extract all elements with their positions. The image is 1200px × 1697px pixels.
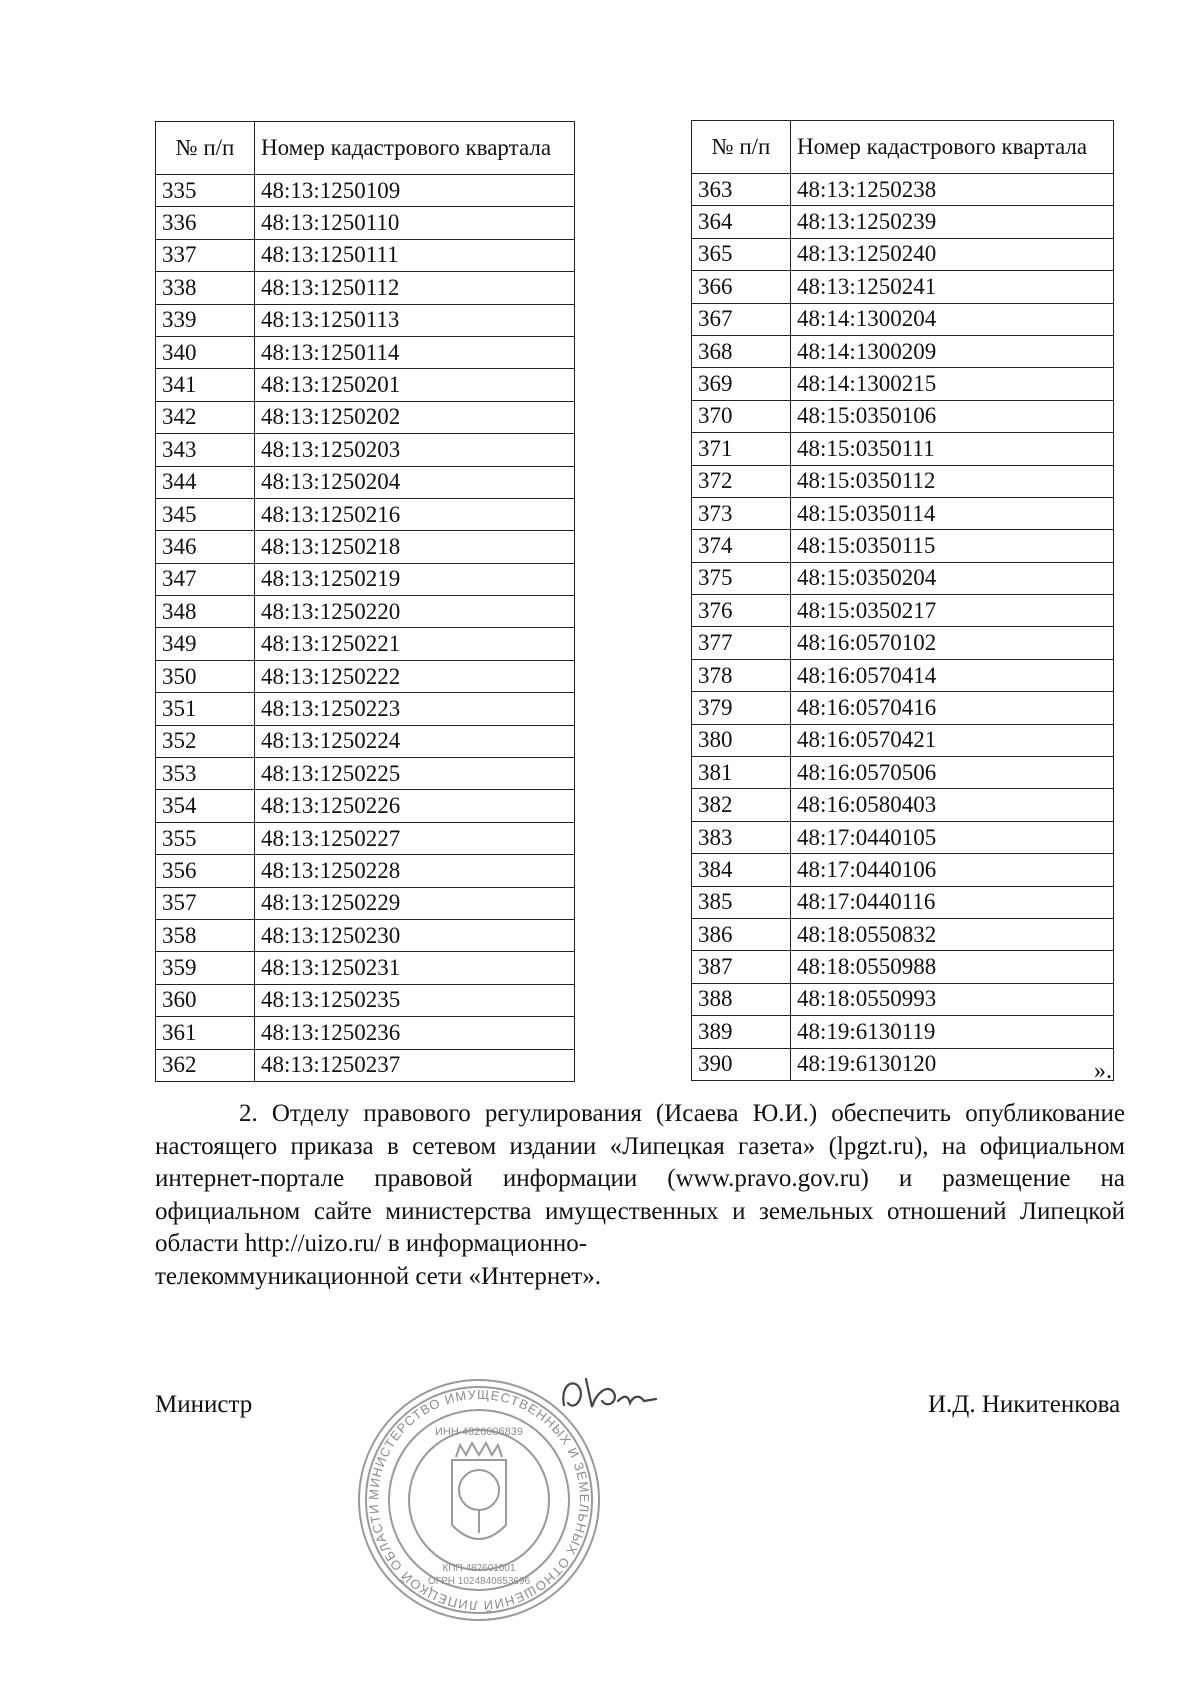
table-row — [156, 822, 575, 854]
row-number: 348 — [156, 596, 255, 628]
cadastral-number: 48:13:1250224 — [255, 725, 575, 757]
row-number: 364 — [692, 206, 791, 238]
row-number: 371 — [692, 433, 791, 465]
table-row — [156, 596, 575, 628]
cadastral-number: 48:13:1250220 — [255, 596, 575, 628]
table-row — [156, 239, 575, 271]
row-number: 349 — [156, 628, 255, 660]
row-number: 353 — [156, 758, 255, 790]
cadastral-number: 48:13:1250109 — [255, 175, 575, 207]
table-row — [156, 952, 575, 984]
row-number: 390 — [692, 1048, 791, 1080]
table-row — [692, 530, 1114, 562]
table-row — [692, 886, 1114, 918]
row-number: 359 — [156, 952, 255, 984]
cadastral-number: 48:13:1250226 — [255, 790, 575, 822]
cadastral-number: 48:17:0440106 — [791, 854, 1114, 886]
cadastral-number: 48:13:1250112 — [255, 272, 575, 304]
cadastral-number: 48:13:1250240 — [791, 238, 1114, 270]
cadastral-number: 48:17:0440105 — [791, 821, 1114, 853]
row-number: 357 — [156, 887, 255, 919]
cadastral-number: 48:13:1250204 — [255, 466, 575, 498]
table-row — [692, 271, 1114, 303]
cadastral-number: 48:16:0570102 — [791, 627, 1114, 659]
cadastral-number: 48:13:1250221 — [255, 628, 575, 660]
cadastral-number: 48:15:0350115 — [791, 530, 1114, 562]
table-row — [156, 369, 575, 401]
cadastral-number: 48:15:0350114 — [791, 497, 1114, 529]
cadastral-number: 48:13:1250219 — [255, 563, 575, 595]
table-row — [692, 951, 1114, 983]
table-row — [156, 1049, 575, 1081]
row-number: 354 — [156, 790, 255, 822]
row-number: 335 — [156, 175, 255, 207]
header-quarter: Номер кадастрового квартала — [255, 122, 575, 175]
cadastral-number: 48:13:1250202 — [255, 401, 575, 433]
seal-ring-text: МИНИСТЕРСТВО ИМУЩЕСТВЕННЫХ И ЗЕМЕЛЬНЫХ ОТНОШЕНИЙ ЛИПЕЦКОЙ ОБЛАСТИ — [365, 1386, 593, 1614]
table-row — [156, 401, 575, 433]
table-row — [156, 563, 575, 595]
table-row — [156, 660, 575, 692]
table-body — [692, 174, 1114, 1081]
cadastral-number: 48:13:1250241 — [791, 271, 1114, 303]
row-number: 385 — [692, 886, 791, 918]
row-number: 376 — [692, 595, 791, 627]
table-row — [692, 335, 1114, 367]
row-number: 367 — [692, 303, 791, 335]
row-number: 339 — [156, 304, 255, 336]
row-number: 368 — [692, 335, 791, 367]
row-number: 378 — [692, 659, 791, 691]
row-number: 362 — [156, 1049, 255, 1081]
row-number: 366 — [692, 271, 791, 303]
cadastral-number: 48:13:1250231 — [255, 952, 575, 984]
seal-kpp: КПП 482601001 — [442, 1563, 516, 1574]
row-number: 337 — [156, 239, 255, 271]
cadastral-number: 48:13:1250228 — [255, 855, 575, 887]
row-number: 347 — [156, 563, 255, 595]
table-row — [692, 465, 1114, 497]
table-row — [156, 758, 575, 790]
signer-title: Министр — [155, 1391, 253, 1418]
table-row — [692, 433, 1114, 465]
cadastral-table-right — [691, 120, 1114, 1081]
row-number: 384 — [692, 854, 791, 886]
table-row — [692, 1048, 1114, 1080]
table-row — [692, 854, 1114, 886]
row-number: 345 — [156, 498, 255, 530]
table-row — [692, 174, 1114, 206]
cadastral-number: 48:13:1250223 — [255, 693, 575, 725]
cadastral-number: 48:16:0570421 — [791, 724, 1114, 756]
table-row — [156, 919, 575, 951]
cadastral-number: 48:15:0350204 — [791, 562, 1114, 594]
cadastral-number: 48:13:1250239 — [791, 206, 1114, 238]
header-num: № п/п — [156, 122, 255, 175]
cadastral-number: 48:13:1250238 — [791, 174, 1114, 206]
row-number: 363 — [692, 174, 791, 206]
cadastral-number: 48:19:6130120 — [791, 1048, 1114, 1080]
cadastral-number: 48:14:1300209 — [791, 335, 1114, 367]
table-row — [692, 1016, 1114, 1048]
table-row — [692, 400, 1114, 432]
cadastral-number: 48:13:1250235 — [255, 984, 575, 1016]
cadastral-number: 48:13:1250225 — [255, 758, 575, 790]
table-row — [692, 983, 1114, 1015]
table-row — [692, 368, 1114, 400]
cadastral-number: 48:15:0350217 — [791, 595, 1114, 627]
header-num: № п/п — [692, 121, 791, 174]
table-row — [692, 206, 1114, 238]
table-row — [692, 497, 1114, 529]
table-row — [692, 724, 1114, 756]
closing-quote: ». — [1094, 1058, 1112, 1084]
cadastral-number: 48:16:0570414 — [791, 659, 1114, 691]
seal-inn: ИНН 4826006839 — [434, 1426, 524, 1438]
row-number: 375 — [692, 562, 791, 594]
cadastral-number: 48:13:1250203 — [255, 434, 575, 466]
cadastral-number: 48:19:6130119 — [791, 1016, 1114, 1048]
cadastral-number: 48:13:1250216 — [255, 498, 575, 530]
row-number: 382 — [692, 789, 791, 821]
row-number: 355 — [156, 822, 255, 854]
table-row — [692, 757, 1114, 789]
row-number: 379 — [692, 692, 791, 724]
table-row — [156, 336, 575, 368]
cadastral-number: 48:13:1250114 — [255, 336, 575, 368]
cadastral-number: 48:16:0580403 — [791, 789, 1114, 821]
row-number: 344 — [156, 466, 255, 498]
row-number: 351 — [156, 693, 255, 725]
paragraph-2-body: 2. Отделу правового регулирования (Исаева Ю.И.) обеспечить опубликование настоящего приказа в сетевом издании «Липецкая газета» (lpgzt.ru), на официальном интернет-портале правовой информации (www.pravo.gov.ru) и размещение на официальном сайте министерства имущественных и земельных отношений Липецкой области http://uizo.ru/ в информационно- — [155, 1100, 1125, 1257]
table-row — [156, 984, 575, 1016]
table-row — [156, 466, 575, 498]
table-row — [156, 434, 575, 466]
table-row — [692, 627, 1114, 659]
cadastral-number: 48:13:1250236 — [255, 1017, 575, 1049]
cadastral-number: 48:14:1300204 — [791, 303, 1114, 335]
cadastral-number: 48:18:0550988 — [791, 951, 1114, 983]
cadastral-number: 48:18:0550832 — [791, 918, 1114, 950]
row-number: 370 — [692, 400, 791, 432]
header-quarter: Номер кадастрового квартала — [791, 121, 1114, 174]
row-number: 365 — [692, 238, 791, 270]
row-number: 361 — [156, 1017, 255, 1049]
table-row — [692, 789, 1114, 821]
row-number: 377 — [692, 627, 791, 659]
row-number: 350 — [156, 660, 255, 692]
table-header-row — [156, 122, 575, 175]
row-number: 372 — [692, 465, 791, 497]
row-number: 381 — [692, 757, 791, 789]
row-number: 343 — [156, 434, 255, 466]
row-number: 352 — [156, 725, 255, 757]
row-number: 389 — [692, 1016, 791, 1048]
cadastral-number: 48:16:0570416 — [791, 692, 1114, 724]
table-row — [156, 887, 575, 919]
row-number: 386 — [692, 918, 791, 950]
table-body — [156, 175, 575, 1082]
cadastral-number: 48:14:1300215 — [791, 368, 1114, 400]
row-number: 346 — [156, 531, 255, 563]
row-number: 369 — [692, 368, 791, 400]
table-row — [156, 725, 575, 757]
row-number: 387 — [692, 951, 791, 983]
cadastral-number: 48:18:0550993 — [791, 983, 1114, 1015]
row-number: 336 — [156, 207, 255, 239]
table-row — [692, 659, 1114, 691]
row-number: 341 — [156, 369, 255, 401]
cadastral-number: 48:13:1250229 — [255, 887, 575, 919]
row-number: 383 — [692, 821, 791, 853]
cadastral-number: 48:13:1250218 — [255, 531, 575, 563]
cadastral-number: 48:17:0440116 — [791, 886, 1114, 918]
cadastral-number: 48:13:1250113 — [255, 304, 575, 336]
table-row — [692, 303, 1114, 335]
handwritten-signature-icon — [552, 1365, 692, 1425]
cadastral-number: 48:13:1250222 — [255, 660, 575, 692]
cadastral-number: 48:13:1250230 — [255, 919, 575, 951]
row-number: 342 — [156, 401, 255, 433]
table-row — [156, 304, 575, 336]
table-row — [692, 238, 1114, 270]
table-row — [692, 595, 1114, 627]
table-row — [156, 272, 575, 304]
row-number: 373 — [692, 497, 791, 529]
row-number: 380 — [692, 724, 791, 756]
row-number: 338 — [156, 272, 255, 304]
row-number: 360 — [156, 984, 255, 1016]
cadastral-number: 48:16:0570506 — [791, 757, 1114, 789]
signer-name: И.Д. Никитенкова — [928, 1391, 1121, 1418]
table-row — [692, 692, 1114, 724]
table-row — [156, 1017, 575, 1049]
paragraph-2 — [155, 1098, 1125, 1293]
table-row — [156, 855, 575, 887]
table-row — [156, 531, 575, 563]
cadastral-number: 48:15:0350111 — [791, 433, 1114, 465]
table-row — [156, 207, 575, 239]
cadastral-number: 48:13:1250227 — [255, 822, 575, 854]
paragraph-2-last-line: телекоммуникационной сети «Интернет». — [155, 1262, 602, 1290]
cadastral-number: 48:13:1250201 — [255, 369, 575, 401]
row-number: 374 — [692, 530, 791, 562]
cadastral-table-left — [155, 121, 575, 1082]
table-row — [692, 918, 1114, 950]
row-number: 340 — [156, 336, 255, 368]
cadastral-number: 48:13:1250110 — [255, 207, 575, 239]
row-number: 356 — [156, 855, 255, 887]
table-row — [156, 628, 575, 660]
table-row — [156, 693, 575, 725]
table-header-row — [692, 121, 1114, 174]
row-number: 388 — [692, 983, 791, 1015]
table-row — [156, 790, 575, 822]
cadastral-number: 48:13:1250237 — [255, 1049, 575, 1081]
table-row — [692, 821, 1114, 853]
table-row — [156, 498, 575, 530]
table-row — [692, 562, 1114, 594]
cadastral-number: 48:13:1250111 — [255, 239, 575, 271]
cadastral-number: 48:15:0350112 — [791, 465, 1114, 497]
row-number: 358 — [156, 919, 255, 951]
table-row — [156, 175, 575, 207]
cadastral-number: 48:15:0350106 — [791, 400, 1114, 432]
seal-ogrn: ОГРН 1024840853696 — [427, 1576, 531, 1587]
